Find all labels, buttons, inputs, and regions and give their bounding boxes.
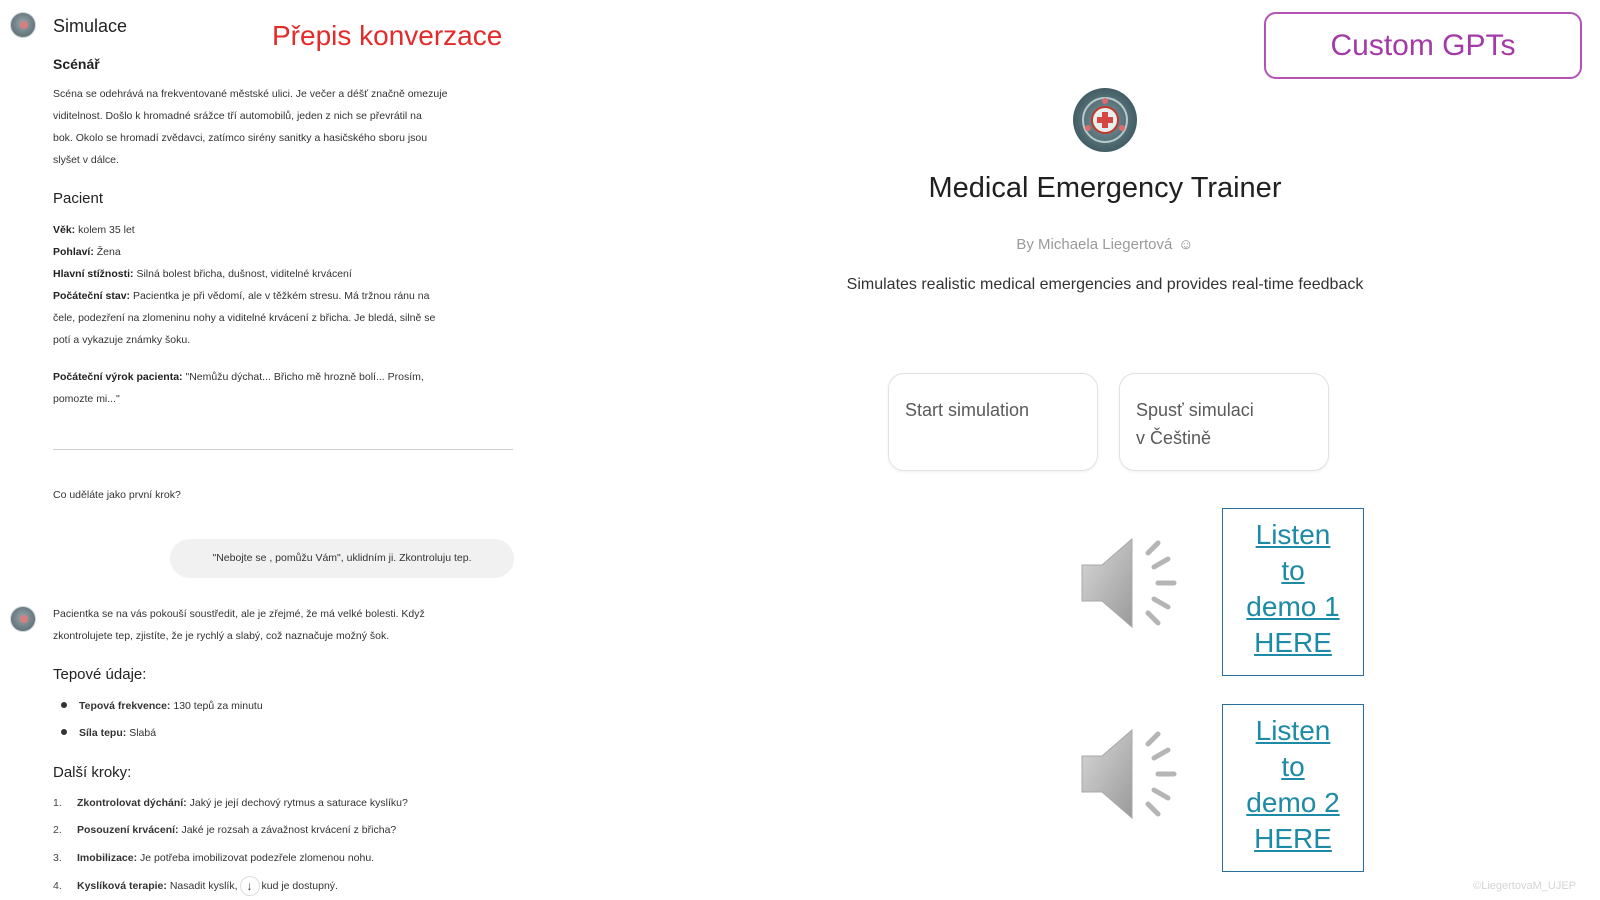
pulse-heading: Tepové údaje:: [53, 666, 147, 683]
user-message-bubble: "Nebojte se , pomůžu Vám", uklidním ji. Zkontroluju tep.: [170, 539, 514, 578]
patient-details: Věk: kolem 35 let Pohlaví: Žena Hlavní stížnosti: Silná bolest břicha, dušnost, viditelné krvácení Počáteční stav: Pacientka je při vědomí, ale v těžkém stresu. Má tržnou ránu na čele, podezření na zlomeninu nohy a viditelné krvácení z břicha. Je bledá, silně se potí a vykazuje známky šoku.: [53, 224, 436, 346]
divider: [53, 449, 513, 450]
assistant-question: Co uděláte jako první krok?: [53, 489, 181, 501]
person-icon: ☺: [1178, 236, 1194, 253]
list-item: 3. Imobilizace: Je potřeba imobilizovat podezřele zlomenou nohu.: [53, 852, 375, 864]
assistant-reply: Pacientka se na vás pokouší soustředit, ale je zřejmé, že má velké bolesti. Když zkontrolujete tep, zjistíte, že je rychlý a slabý, což naznačuje možný šok.: [53, 608, 425, 642]
scenario-text: Scéna se odehrává na frekventované městské ulici. Je večer a déšť značně omezuje viditelnost. Došlo k hromadné srážce tří automobilů, jeden z nich se převrátil na bok. Okolo se hromadí zvědavci, zatímco sirény sanitky a hasičského sboru jsou slyšet v dálce.: [53, 88, 448, 166]
speaker-icon[interactable]: [1078, 533, 1188, 633]
gpt-author: By Michaela Liegertová ☺: [1016, 236, 1194, 253]
demo-1-link[interactable]: Listen to demo 1 HERE: [1222, 508, 1364, 676]
assistant-avatar: [10, 12, 36, 38]
starter-czech-simulation[interactable]: Spusť simulaci v Češtině: [1119, 373, 1329, 471]
scroll-down-icon[interactable]: ↓: [240, 876, 260, 896]
watermark: ©LiegertovaM_UJEP: [1473, 880, 1576, 892]
bullet-icon: [61, 729, 67, 735]
list-item: Tepová frekvence: 130 tepů za minutu: [53, 700, 263, 712]
patient-heading: Pacient: [53, 190, 104, 207]
scenario-heading: Scénář: [53, 56, 100, 72]
gpt-name: Medical Emergency Trainer: [928, 172, 1282, 204]
assistant-avatar: [10, 606, 36, 632]
patient-quote: Počáteční výrok pacienta: "Nemůžu dýchat... Břicho mě hrozně bolí... Prosím, pomozte mi...": [53, 371, 424, 405]
starter-start-simulation[interactable]: Start simulation: [888, 373, 1098, 471]
sender-name: Simulace: [53, 16, 128, 36]
list-item: Síla tepu: Slabá: [53, 727, 156, 739]
transcript-title: Přepis konverzace: [272, 20, 503, 51]
list-item: 2. Posouzení krvácení: Jaké je rozsah a závažnost krvácení z břicha?: [53, 824, 397, 836]
list-item: 1. Zkontrolovat dýchání: Jaký je její dechový rytmus a saturace kyslíku?: [53, 797, 408, 809]
custom-gpts-badge: Custom GPTs: [1264, 12, 1582, 79]
gpt-description: Simulates realistic medical emergencies and provides real-time feedback: [846, 276, 1364, 293]
speaker-icon[interactable]: [1078, 724, 1188, 824]
medical-emblem-icon: [1073, 88, 1137, 152]
list-item: 4. Kyslíková terapie: Nasadit kyslík, ↓ kud je dostupný.: [53, 876, 338, 896]
next-steps-heading: Další kroky:: [53, 764, 132, 781]
demo-2-link[interactable]: Listen to demo 2 HERE: [1222, 704, 1364, 872]
gpt-avatar: [1073, 88, 1137, 152]
bullet-icon: [61, 702, 67, 708]
